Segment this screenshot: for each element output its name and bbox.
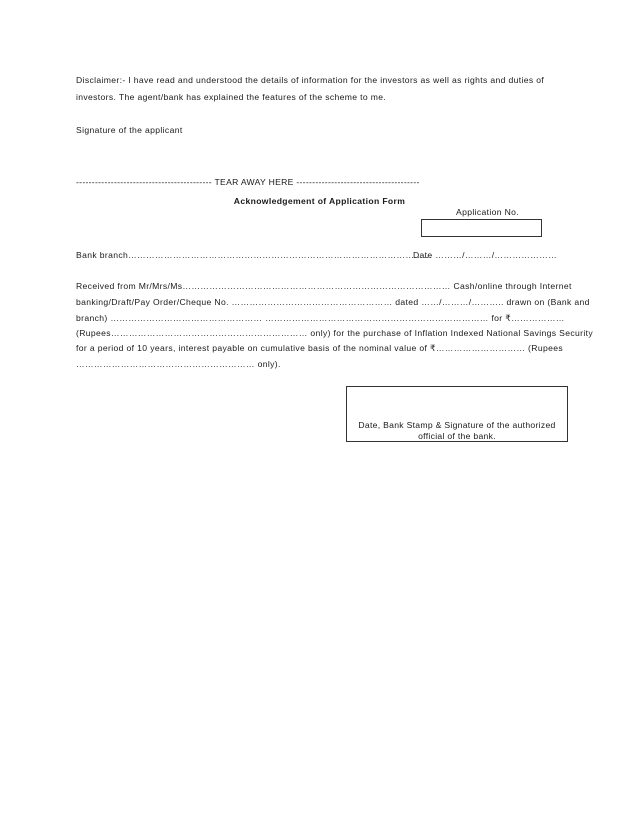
received-line-1: Received from Mr/Mrs/Ms……………………………………………………………………………… Cash/online through Internet [76,281,572,291]
application-no-label: Application No. [456,207,520,217]
applicant-signature-label: Signature of the applicant [76,125,183,135]
received-line-6: …………………………………………………… only). [76,359,281,369]
date-field: Date ………/………/………………… [413,250,558,260]
received-line-4: (Rupees………………………………………………………… only) for the purchase of Inflation Indexed National Savings Security [76,328,594,338]
application-no-box [421,219,542,237]
acknowledgement-title: Acknowledgement of Application Form [233,196,406,206]
disclaimer-text: Disclaimer:- I have read and understood the details of information for the investors as well as rights and duties of investors. The agent/bank has explained the features of the scheme to me. [76,75,545,102]
bank-stamp-label: Date, Bank Stamp & Signature of the authorized official of the bank. [358,420,556,441]
tear-away-line: ------------------------------------------- TEAR AWAY HERE --------------------------------------- [76,177,420,187]
bank-branch-field: Bank branch………………………………………………………………………………………… [76,250,433,260]
received-line-5: for a period of 10 years, interest payable on cumulative basis of the nominal value of ₹………………………… (Rupees [76,343,563,353]
received-line-2: banking/Draft/Pay Order/Cheque No. ……………………………………………… dated ……/………/……….. drawn on (Bank and [76,297,590,307]
received-line-3: branch) …………………………………………… ………………………………………………………………… for ₹……………… [76,313,565,323]
bank-stamp-box [346,386,568,442]
